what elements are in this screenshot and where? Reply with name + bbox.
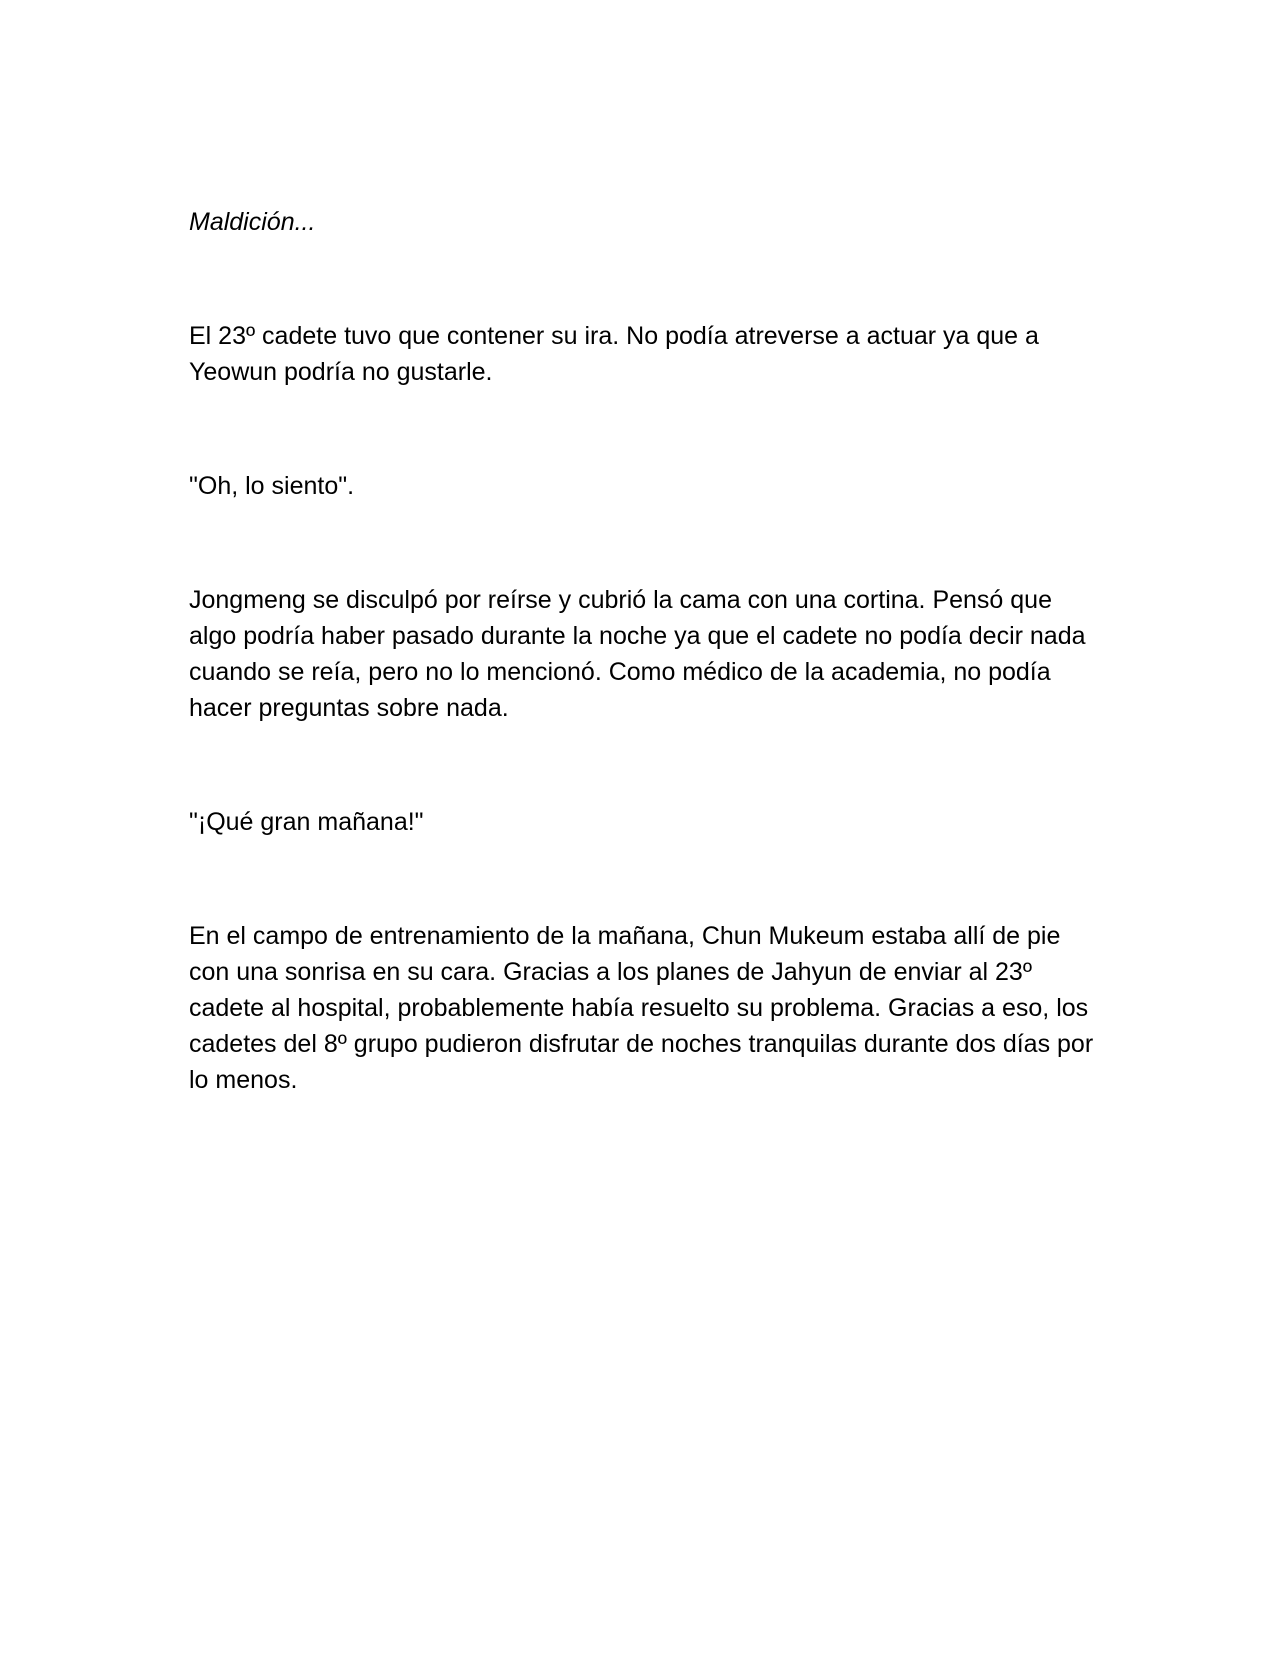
paragraph-dialogue: "Oh, lo siento". — [189, 472, 355, 500]
paragraph-narration: En el campo de entrenamiento de la mañana, Chun Mukeum estaba allí de pie con una sonrisa en su cara. Gracias a los planes de Jahyun de enviar al 23º cadete al hospital, probablemente había resuelto su problema. Gracias a eso, los cadetes del 8º grupo pudieron disfrutar de noches tranquilas durante dos días por lo menos. — [189, 922, 1094, 1094]
paragraph-narration: Jongmeng se disculpó por reírse y cubrió la cama con una cortina. Pensó que algo podría haber pasado durante la noche ya que el cadete no podía decir nada cuando se reía, pero no lo mencionó. Como médico de la academia, no podía hacer preguntas sobre nada. — [189, 586, 1086, 722]
paragraph-narration: El 23º cadete tuvo que contener su ira. No podía atreverse a actuar ya que a Yeowun podría no gustarle. — [189, 322, 1039, 386]
paragraph-exclamation: Maldición... — [189, 208, 316, 236]
document-body — [189, 204, 1099, 1098]
paragraph-dialogue: "¡Qué gran mañana!" — [189, 808, 424, 836]
